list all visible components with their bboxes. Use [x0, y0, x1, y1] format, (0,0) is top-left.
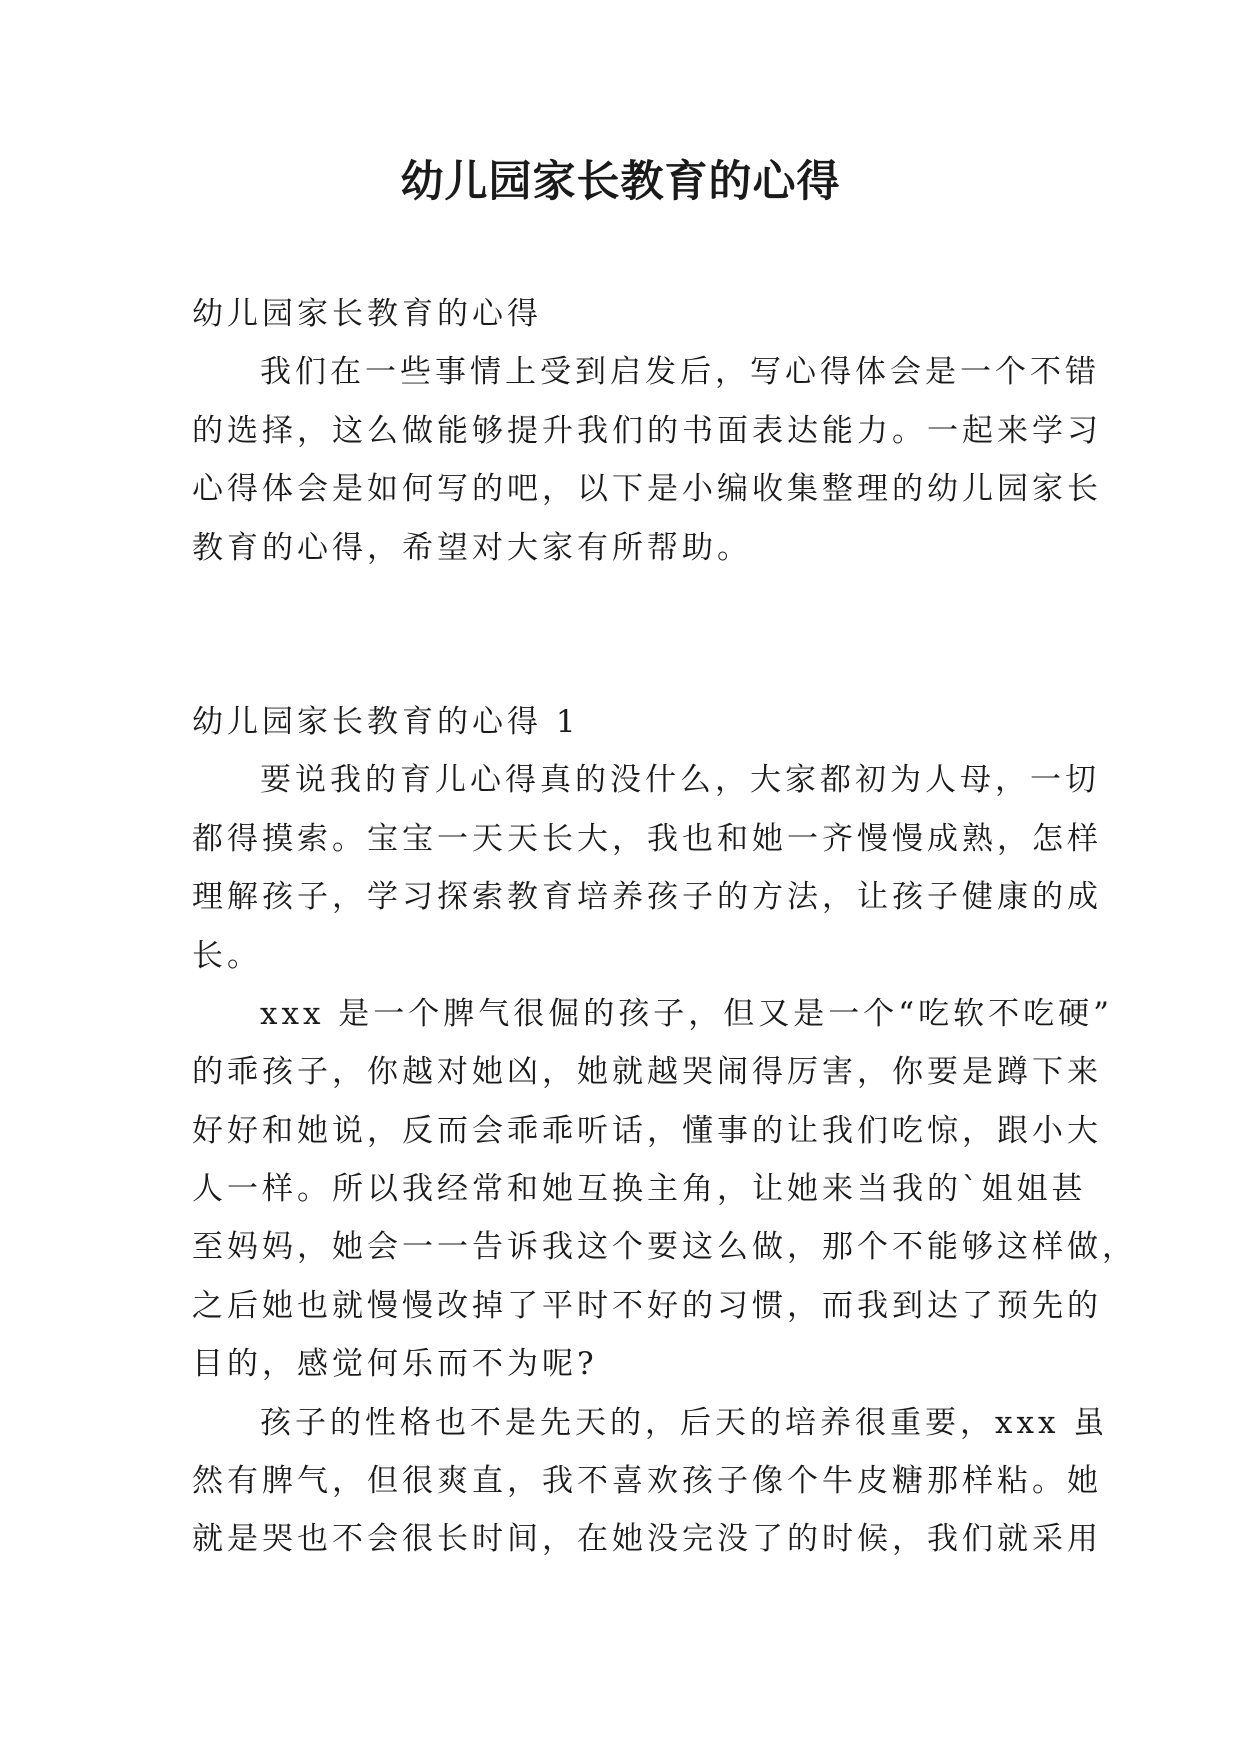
paragraph-line: 就是哭也不会很长时间，在她没完没了的时候，我们就采用 [192, 1521, 1102, 1558]
paragraph-line: xxx 是一个脾气很倔的孩子，但又是一个“吃软不吃硬” [260, 995, 1113, 1032]
paragraph-line: 的选择，这么做能够提升我们的书面表达能力。一起来学习 [192, 412, 1102, 449]
paragraph-line: 都得摸索。宝宝一天天长大，我也和她一齐慢慢成熟，怎样 [192, 820, 1102, 857]
paragraph-line: 长。 [192, 937, 262, 974]
paragraph-line: 的乖孩子，你越对她凶，她就越哭闹得厉害，你要是蹲下来 [192, 1054, 1102, 1091]
paragraph-line: 然有脾气，但很爽直，我不喜欢孩子像个牛皮糖那样粘。她 [192, 1463, 1102, 1500]
paragraph-line: 孩子的性格也不是先天的，后天的培养很重要，xxx 虽 [260, 1404, 1109, 1441]
section-paragraph [192, 751, 1102, 985]
paragraph-line: 我们在一些事情上受到启发后，写心得体会是一个不错 [260, 354, 1100, 391]
paragraph-line: 人一样。所以我经常和她互换主角，让她来当我的`姐姐甚 [192, 1171, 1087, 1208]
paragraph-line: 至妈妈，她会一一告诉我这个要这么做，那个不能够这样做， [192, 1229, 1137, 1266]
paragraph-line: 之后她也就慢慢改掉了平时不好的习惯，而我到达了预先的 [192, 1287, 1102, 1324]
paragraph-line: 要说我的育儿心得真的没什么，大家都初为人母，一切 [260, 762, 1100, 799]
paragraph-line: 好好和她说，反而会乖乖听话，懂事的让我们吃惊，跟小大 [192, 1112, 1102, 1149]
document-title: 幼儿园家长教育的心得 [400, 157, 841, 207]
paragraph-line: 目的，感觉何乐而不为呢? [192, 1346, 598, 1383]
paragraph-line: 心得体会是如何写的吧，以下是小编收集整理的幼儿园家长 [192, 471, 1102, 508]
paragraph-line: 理解孩子，学习探索教育培养孩子的方法，让孩子健康的成 [192, 879, 1102, 916]
section-spacer [192, 577, 1052, 693]
intro-heading: 幼儿园家长教育的心得 [192, 296, 542, 332]
section-heading: 幼儿园家长教育的心得 1 [192, 703, 580, 740]
section-paragraph [192, 985, 1137, 1394]
section-paragraph [192, 1394, 1109, 1569]
document-body [192, 285, 1137, 1569]
intro-paragraph [192, 343, 1102, 577]
paragraph-line: 教育的心得，希望对大家有所帮助。 [192, 529, 752, 566]
